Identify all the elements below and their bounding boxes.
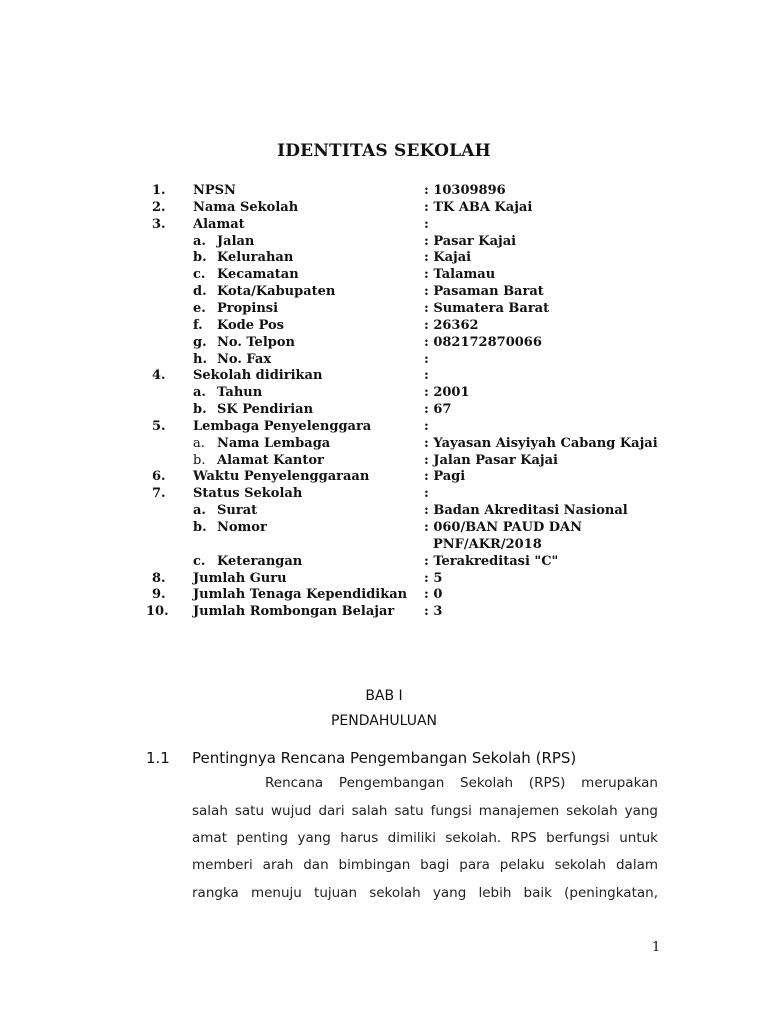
row-value: : (424, 418, 429, 434)
row-label: Alamat Kantor (217, 452, 324, 468)
table-row (0, 266, 700, 283)
row-sub-letter: c. (193, 553, 206, 569)
row-number: 9. (152, 587, 166, 603)
row-number: 4. (152, 368, 166, 384)
row-value: : 3 (424, 604, 443, 620)
row-label: Alamat (193, 216, 245, 232)
row-label: Propinsi (217, 300, 279, 316)
table-row (0, 452, 700, 469)
row-sub-letter: a. (193, 435, 205, 451)
row-label: SK Pendirian (217, 402, 314, 418)
row-number: 6. (152, 469, 166, 485)
row-label: No. Fax (217, 351, 272, 367)
row-label: Jumlah Rombongan Belajar (193, 604, 395, 620)
table-row (0, 384, 700, 401)
table-row (0, 233, 700, 250)
row-label: Kota/Kabupaten (217, 284, 336, 300)
paragraph-line: rangka menuju tujuan sekolah yang lebih baik (peningkatan, (192, 885, 658, 901)
row-value: : 26362 (424, 317, 479, 333)
row-number: 1. (152, 183, 166, 198)
table-row (0, 317, 700, 334)
section-number: 1.1 (146, 749, 170, 767)
table-row (0, 586, 700, 603)
row-value: : 082172870066 (424, 334, 542, 350)
row-value: : Pasar Kajai (424, 233, 517, 249)
row-sub-letter: g. (193, 334, 207, 350)
row-number: 10. (146, 604, 169, 620)
row-label: Nomor (217, 520, 267, 535)
paragraph-line: amat penting yang harus dimiliki sekolah. RPS berfungsi untuk (192, 830, 658, 846)
row-label: No. Telpon (217, 334, 295, 350)
table-row (0, 199, 700, 216)
row-sub-letter: c. (193, 267, 206, 283)
row-label: Nama Lembaga (217, 435, 331, 451)
row-label: Kecamatan (217, 267, 299, 283)
section-title: Pentingnya Rencana Pengembangan Sekolah (RPS) (192, 749, 577, 767)
table-row (0, 216, 700, 233)
row-label: Lembaga Penyelenggara (193, 418, 372, 434)
row-value-continued: PNF/AKR/2018 (433, 536, 542, 552)
table-row (0, 553, 700, 570)
table-row (0, 519, 700, 536)
table-row (0, 334, 700, 351)
table-row (0, 351, 700, 368)
row-sub-letter: a. (193, 503, 206, 519)
table-row (0, 570, 700, 587)
paragraph-line: Rencana Pengembangan Sekolah (RPS) merupakan (265, 775, 658, 791)
chapter-title: PENDAHULUAN (330, 713, 438, 729)
row-label: Jumlah Tenaga Kependidikan (193, 587, 408, 603)
table-row (0, 435, 700, 452)
row-number: 2. (152, 199, 166, 215)
row-label: Nama Sekolah (193, 199, 299, 215)
row-sub-letter: b. (193, 402, 207, 418)
row-label: Tahun (217, 385, 263, 401)
table-row (0, 249, 700, 266)
chapter-heading: BAB I (365, 688, 403, 704)
row-value: : Pasaman Barat (424, 284, 544, 300)
row-value: : TK ABA Kajai (424, 199, 533, 215)
row-value: : Talamau (424, 267, 496, 283)
table-row (0, 468, 700, 485)
row-number: 7. (152, 486, 166, 502)
page-number: 1 (652, 940, 661, 955)
table-row (0, 367, 700, 384)
table-row (0, 603, 700, 620)
row-label: Sekolah didirikan (193, 368, 323, 384)
table-row (0, 401, 700, 418)
row-number: 8. (152, 570, 166, 586)
row-sub-letter: h. (193, 351, 207, 367)
row-value: : (424, 368, 429, 384)
row-number: 3. (152, 216, 166, 232)
row-label: Kelurahan (217, 250, 294, 266)
document-title: IDENTITAS SEKOLAH (277, 141, 491, 161)
row-label: Keterangan (217, 553, 303, 569)
row-value: : Pagi (424, 469, 466, 485)
row-label: Kode Pos (217, 317, 284, 333)
row-value: : 060/BAN PAUD DAN (424, 520, 582, 535)
paragraph-line: memberi arah dan bimbingan bagi para pelaku sekolah dalam (192, 857, 658, 873)
paragraph-line: salah satu wujud dari salah satu fungsi manajemen sekolah yang (192, 803, 658, 819)
row-value: : 67 (424, 402, 452, 418)
row-label: Status Sekolah (193, 486, 303, 502)
row-sub-letter: a. (193, 385, 206, 401)
row-sub-letter: b. (193, 520, 207, 535)
row-value: : 10309896 (424, 183, 506, 198)
table-row (0, 502, 700, 519)
row-value: : Badan Akreditasi Nasional (424, 503, 628, 519)
row-value: : Jalan Pasar Kajai (424, 452, 558, 468)
row-value: : (424, 486, 429, 502)
table-row (0, 182, 700, 199)
row-sub-letter: f. (193, 317, 203, 333)
row-value: : 0 (424, 587, 443, 603)
row-sub-letter: e. (193, 300, 206, 316)
row-sub-letter: b. (193, 250, 207, 266)
row-sub-letter: b. (193, 452, 206, 468)
row-value: : Terakreditasi "C" (424, 553, 559, 569)
table-row (0, 300, 700, 317)
row-value: : (424, 216, 429, 232)
row-sub-letter: a. (193, 233, 206, 249)
row-value: : 2001 (424, 385, 470, 401)
row-label: Jalan (217, 233, 255, 249)
row-value: : (424, 351, 429, 367)
row-label: Jumlah Guru (193, 570, 287, 586)
row-sub-letter: d. (193, 284, 207, 300)
row-label: Surat (217, 503, 258, 519)
row-value: : Sumatera Barat (424, 300, 550, 316)
row-value: : Kajai (424, 250, 472, 266)
row-value: : 5 (424, 570, 443, 586)
row-label: NPSN (193, 183, 236, 198)
row-number: 5. (152, 418, 166, 434)
row-value: : Yayasan Aisyiyah Cabang Kajai (424, 435, 658, 451)
table-row (0, 283, 700, 300)
table-row (0, 536, 700, 553)
row-label: Waktu Penyelenggaraan (193, 469, 370, 485)
table-row (0, 418, 700, 435)
table-row (0, 485, 700, 502)
